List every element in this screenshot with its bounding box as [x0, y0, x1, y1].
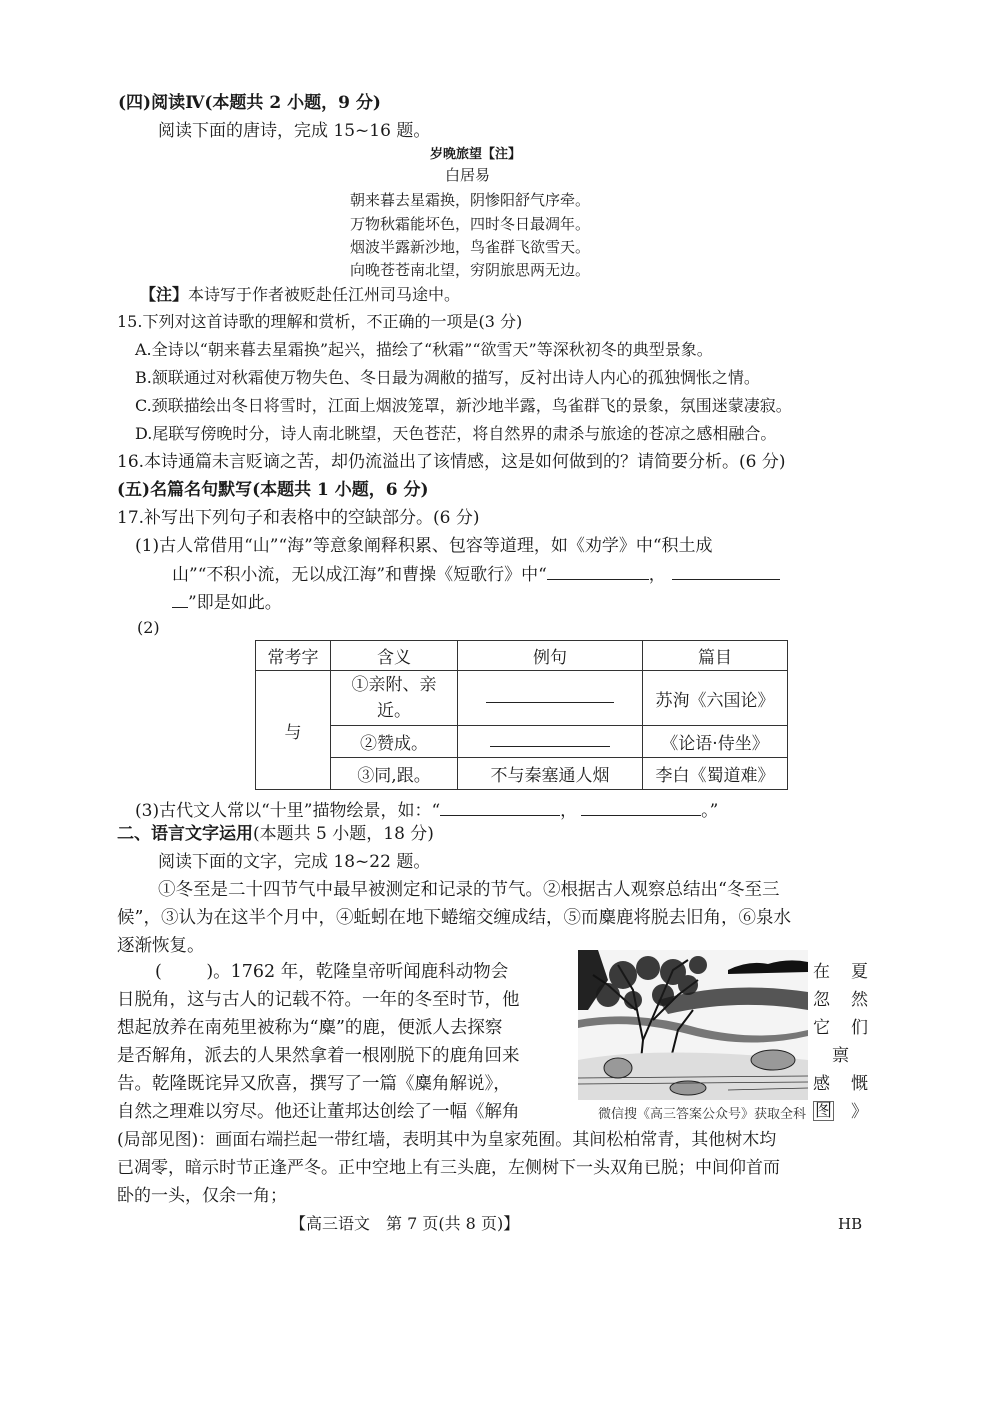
passage-line: 想起放养在南苑里被称为“麋”的鹿，便派人去探察	[117, 1018, 503, 1038]
question-17-part3	[135, 799, 718, 822]
question-15-option-c[interactable]: C.颈联描绘出冬日将雪时，江面上烟波笼罩，新沙地半露，鸟雀群飞的景象，氛围迷蒙凄寂。	[135, 396, 792, 415]
question-17-part1-line2	[172, 563, 780, 586]
table-char: 与	[256, 671, 331, 790]
answer-blank[interactable]	[490, 732, 610, 747]
note-text: 本诗写于作者被贬赴任江州司马途中。	[188, 285, 461, 304]
question-17-part1-line1: (1)古人常借用“山”“海”等意象阐释积累、包容等道理，如《劝学》中“积土成	[135, 536, 713, 556]
answer-blank[interactable]	[172, 591, 188, 608]
poem-note	[140, 284, 460, 306]
comma: ，	[648, 565, 666, 585]
wrap-char: 》	[851, 1102, 868, 1122]
footer-code: HB	[838, 1215, 863, 1233]
wrap-char: 然	[851, 990, 868, 1010]
table-meaning: ②赞成。	[331, 726, 458, 758]
answer-blank[interactable]	[672, 563, 780, 580]
poem-line: 朝来暮去星霜换，阴惨阳舒气序牵。	[350, 191, 591, 209]
question-16: 16.本诗通篇未言贬谪之苦，却仍流溢出了该情感，这是如何做到的？请简要分析。(6 分)	[117, 452, 786, 472]
table-header: 含义	[331, 641, 458, 671]
table-example-blank[interactable]	[458, 726, 643, 758]
wrap-char: 图	[815, 1101, 832, 1121]
question-15-option-a[interactable]: A.全诗以“朝来暮去星霜换”起兴，描绘了“秋霜”“欲雪天”等深秋初冬的典型景象。	[135, 340, 713, 359]
wrap-char: 夏	[851, 962, 868, 982]
passage-line: 候”，③认为在这半个月中，④蚯蚓在地下蜷缩交缠成结，⑤而麋鹿将脱去旧角，⑥泉水	[117, 908, 791, 928]
table-example: 不与秦塞通人烟	[458, 758, 643, 790]
part2-heading-bold: 二、语言文字运用	[117, 824, 253, 844]
comma: ，	[560, 801, 578, 821]
question-15-stem: 15.下列对这首诗歌的理解和赏析，不正确的一项是(3 分)	[117, 312, 523, 331]
part1-text: 山”“不积小流，无以成江海”和曹操《短歌行》中“	[172, 565, 547, 585]
table-meaning	[331, 671, 458, 726]
passage-line: 逐渐恢复。	[117, 936, 205, 956]
landscape-image	[578, 950, 808, 1100]
section-instruction: 阅读下面的唐诗，完成 15~16 题。	[158, 121, 431, 141]
passage-line: ①冬至是二十四节气中最早被测定和记录的节气。②根据古人观察总结出“冬至三	[158, 880, 780, 900]
vocab-table	[255, 640, 788, 790]
table-source: 李白《蜀道难》	[643, 758, 788, 790]
table-example-blank[interactable]	[458, 671, 643, 726]
table-source: 苏洵《六国论》	[643, 671, 788, 726]
passage-line: 自然之理难以穷尽。他还让董邦达创绘了一幅《解角	[117, 1102, 520, 1122]
part3-end: 。”	[701, 801, 719, 821]
table-header: 常考字	[256, 641, 331, 671]
answer-blank[interactable]	[581, 799, 701, 816]
poem-author: 白居易	[445, 166, 491, 184]
deer-painting-illustration	[578, 950, 808, 1100]
wrap-char: 感	[813, 1074, 830, 1094]
meaning-line: 近。	[377, 701, 411, 721]
answer-blank[interactable]	[547, 563, 649, 580]
poem-line: 万物秋霜能坏色，四时冬日最凋年。	[350, 215, 591, 233]
question-17-part2-label: (2)	[137, 618, 160, 637]
meaning-line: ①亲附、亲	[351, 675, 437, 695]
table-meaning: ③同,跟。	[331, 758, 458, 790]
part2-heading	[117, 823, 434, 845]
answer-blank[interactable]	[440, 799, 560, 816]
part1-end: ”即是如此。	[188, 593, 282, 613]
part2-heading-rest: (本题共 5 小题，18 分)	[253, 824, 434, 844]
question-15-option-b[interactable]: B.颔联通过对秋霜使万物失色、冬日最为凋敝的描写，反衬出诗人内心的孤独惆怅之情。	[135, 368, 760, 387]
section-heading-5: (五)名篇名句默写(本题共 1 小题，6 分)	[117, 480, 429, 500]
figure-caption: 微信搜《高三答案公众号》获取全科	[598, 1107, 807, 1122]
wrap-char: 们	[851, 1018, 868, 1038]
page-footer: 【高三语文 第 7 页(共 8 页)】	[290, 1214, 520, 1233]
note-label: 【注】	[140, 285, 189, 304]
question-17-part1-line3	[172, 591, 282, 614]
section-heading-4: (四)阅读Ⅳ(本题共 2 小题，9 分)	[118, 93, 381, 113]
passage-line: (局部见图)：画面右端拦起一带红墙，表明其中为皇家苑囿。其间松柏常青，其他树木均	[117, 1130, 777, 1150]
wrap-char: 它	[813, 1018, 830, 1038]
passage-line: 日脱角，这与古人的记载不符。一年的冬至时节，他	[117, 990, 520, 1010]
part2-instruction: 阅读下面的文字，完成 18~22 题。	[158, 852, 431, 872]
wrap-char: 慨	[851, 1074, 868, 1094]
table-source: 《论语·侍坐》	[643, 726, 788, 758]
table-header: 例句	[458, 641, 643, 671]
passage-line: 卧的一头，仅余一角；	[117, 1186, 287, 1206]
answer-blank[interactable]	[486, 688, 614, 703]
wrap-char: 在	[813, 962, 830, 982]
poem-title: 岁晚旅望【注】	[430, 147, 522, 162]
part3-start: (3)古代文人常以“十里”描物绘景，如：“	[135, 801, 441, 821]
poem-line: 向晚苍苍南北望，穷阴旅思两无边。	[350, 261, 591, 279]
question-15-option-d[interactable]: D.尾联写傍晚时分，诗人南北眺望，天色苍茫，将自然界的肃杀与旅途的苍凉之感相融合。	[135, 424, 777, 443]
poem-line: 烟波半露新沙地，鸟雀群飞欲雪天。	[350, 238, 591, 256]
question-17-stem: 17.补写出下列句子和表格中的空缺部分。(6 分)	[117, 508, 480, 528]
table-header: 篇目	[643, 641, 788, 671]
passage-line: 是否解角，派去的人果然拿着一根刚脱下的鹿角回来	[117, 1046, 520, 1066]
passage-line: 已凋零，暗示时节正逢严冬。正中空地上有三头鹿，左侧树下一头双角已脱；中间仰首而	[117, 1158, 780, 1178]
passage-line: 告。乾隆既诧异又欣喜，撰写了一篇《麋角解说》，	[117, 1074, 511, 1094]
passage-line: ( )。1762 年，乾隆皇帝听闻鹿科动物会	[155, 962, 509, 982]
wrap-char: 禀	[832, 1046, 849, 1066]
wrap-char: 忽	[813, 990, 830, 1010]
